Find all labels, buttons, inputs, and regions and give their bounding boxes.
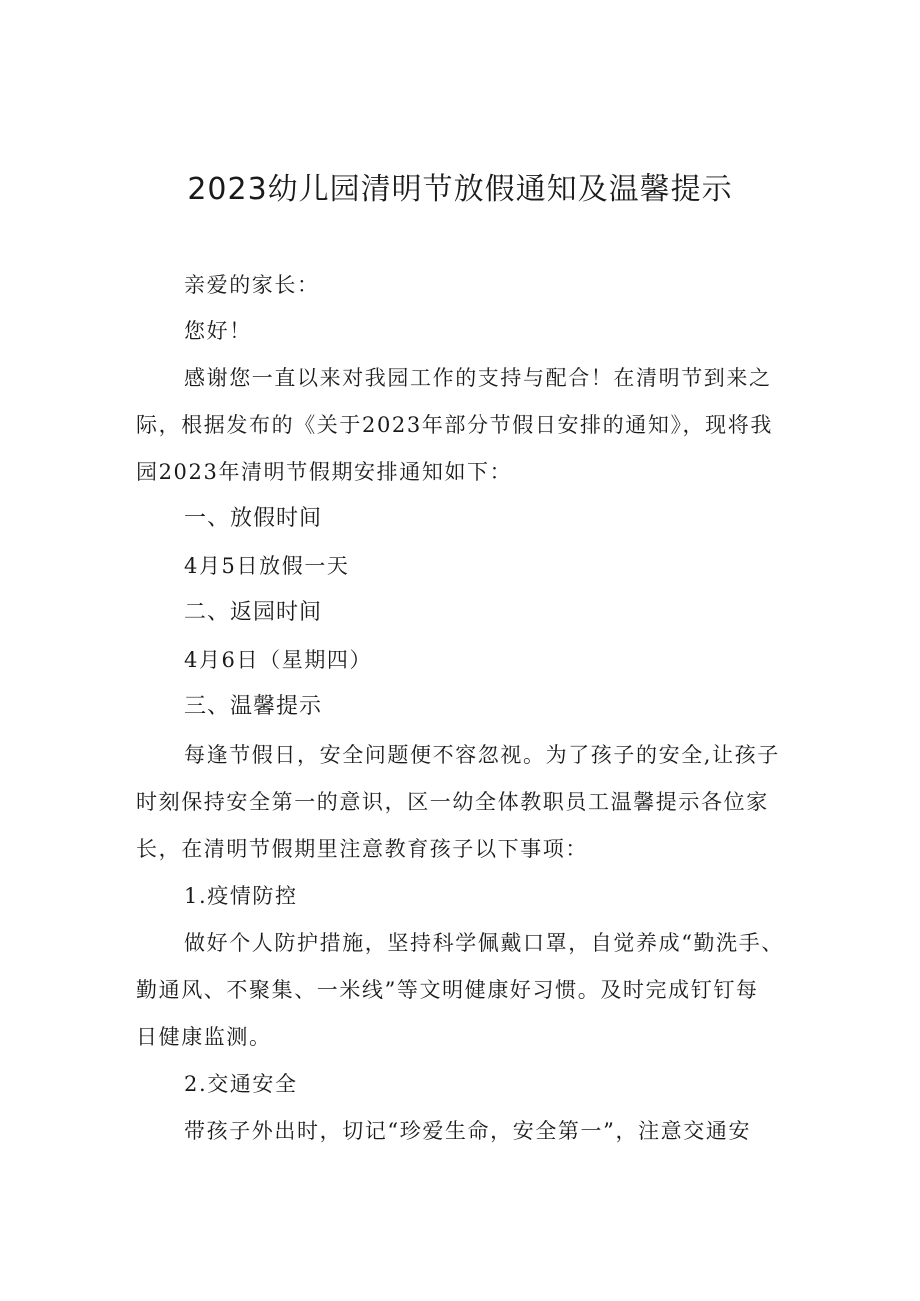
tips-paragraph-line: 每逢节假日，安全问题便不容忽视。为了孩子的安全,让孩子 [184,743,780,767]
tips-paragraph-line: 长，在清明节假期里注意教育孩子以下事项： [136,837,588,861]
intro-paragraph-line: 际，根据发布的《关于2023年部分节假日安排的通知》，现将我 [136,413,773,437]
section-heading-tips: 三、温馨提示 [184,694,323,719]
subheading-traffic: 2.交通安全 [184,1072,298,1096]
tips-paragraph-line: 时刻保持安全第一的意识，区一幼全体教职员工温馨提示各位家 [136,790,769,814]
intro-paragraph-line: 感谢您一直以来对我园工作的支持与配合！在清明节到来之 [184,366,772,390]
page-title: 2023幼儿园清明节放假通知及温馨提示 [187,172,733,207]
epidemic-paragraph-line: 勤通风、不聚集、一米线”等文明健康好习惯。及时完成钉钉每 [136,978,759,1002]
traffic-paragraph-line: 带孩子外出时，切记“珍爱生命，安全第一”，注意交通安 [184,1119,752,1143]
salutation: 亲爱的家长： [184,273,320,297]
section-heading-return-time: 二、返园时间 [184,600,323,625]
section-heading-holiday-time: 一、放假时间 [184,506,323,531]
intro-paragraph-line: 园2023年清明节假期安排通知如下： [136,460,513,484]
holiday-time-text: 4月5日放假一天 [184,554,350,578]
epidemic-paragraph-line: 做好个人防护措施，坚持科学佩戴口罩，自觉养成“勤洗手、 [184,931,784,955]
epidemic-paragraph-line: 日健康监测。 [136,1025,272,1049]
subheading-epidemic: 1.疫情防控 [184,884,298,908]
greeting: 您好！ [184,319,252,343]
return-time-text: 4月6日（星期四） [184,648,373,672]
